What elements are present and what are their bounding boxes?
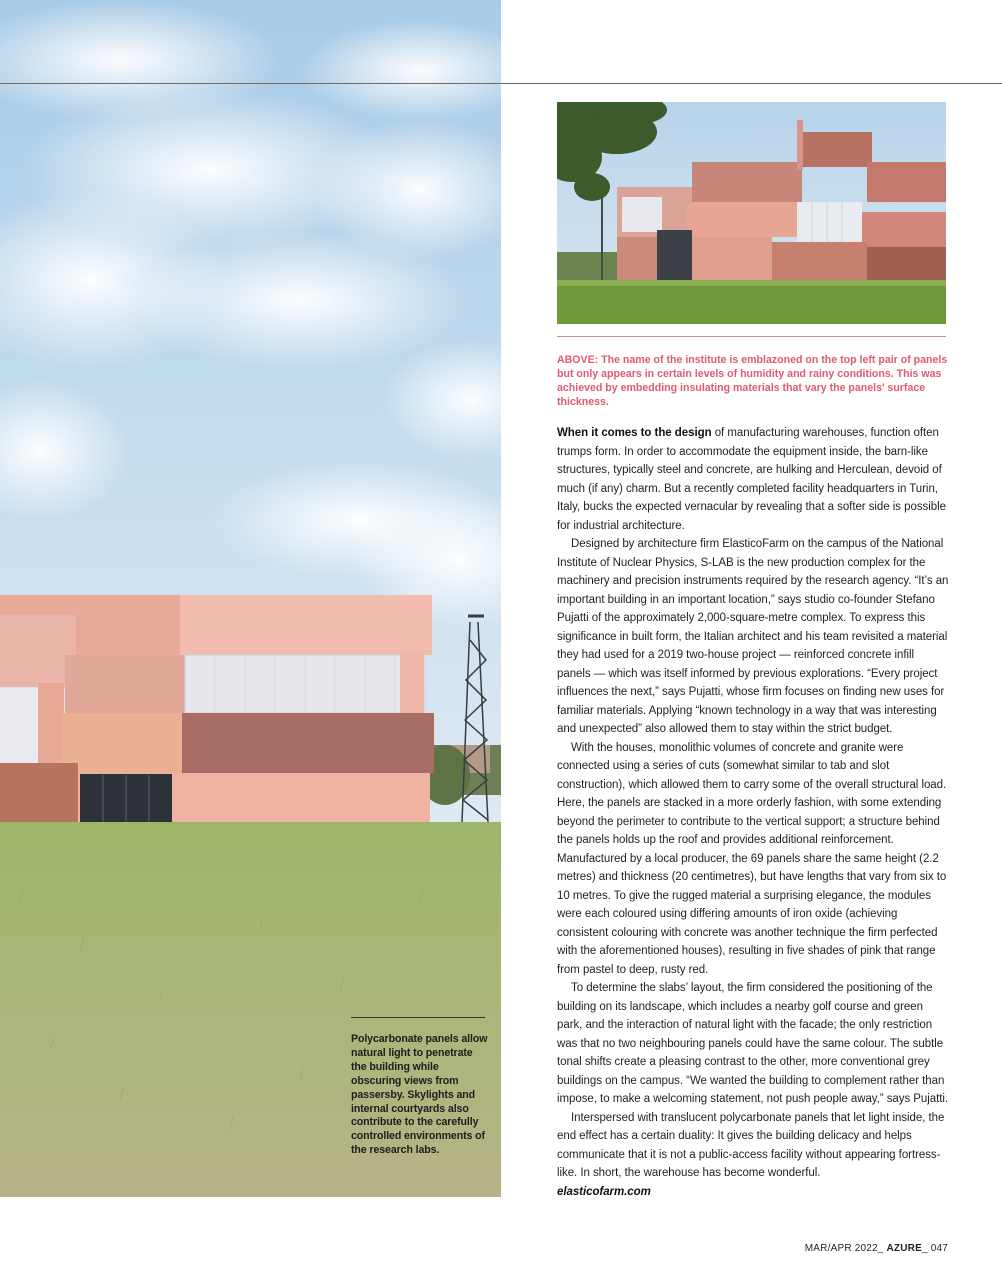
- article-body: [557, 424, 949, 1201]
- hero-photo-caption: Polycarbonate panels allow natural light to penetrate the building while obscuring views from passersby. Skylights and internal courtyards also contribute to the carefully controlled environments of the research labs.: [351, 1033, 488, 1157]
- article-paragraph-1-text: of manufacturing warehouses, function often trumps form. In order to accommodate the equipment inside, the barn-like structures, typically steel and concrete, are hulking and Herculean, devoid of much (if any) charm. But a recently completed facility headquarters in Turin, Italy, bucks the expected vernacular by revealing that a softer side is possible for industrial architecture.: [557, 427, 946, 532]
- small-photo: [557, 102, 946, 324]
- article-paragraph-5: Interspersed with translucent polycarbonate panels that let light inside, the end effect has a certain duality: It gives the building delicacy and helps communicate that it is not a public-access facility without appearing fortress-like. In short, the warehouse has become wonderful.: [557, 1111, 945, 1179]
- small-photo-illustration: [557, 102, 946, 324]
- article-paragraph-4: To determine the slabs’ layout, the firm considered the positioning of the building on its landscape, which includes a nearby golf course and green park, and the interaction of natural light with the facade; the only restriction was that no two neighbouring panels could have the same colour. The subtle tonal shifts create a pleasing contrast to the other, more conventional grey buildings on the campus. “We wanted the building to complement rather than impose, to make a welcoming statement, not push people away,” says Pujatti.: [557, 982, 949, 1105]
- top-rule: [0, 83, 1002, 84]
- page-folio: [780, 1243, 948, 1254]
- pink-building: [0, 595, 434, 848]
- article-paragraph-3: With the houses, monolithic volumes of concrete and granite were connected using a series of cuts (somewhat similar to tab and slot construction), which allowed them to carry some of the overall structural load. Here, the panels are stacked in a more orderly fashion, with some extending beyond the perimeter to contribute to the vertical support; a structure behind the panels holds up the roof and provides additional reinforcement. Manufactured by a local producer, the 69 panels share the same height (2.2 metres) and thickness (20 centimetres), but have lengths that vary from six to 10 metres. To give the rugged material a surprising elegance, the modules were each coloured using differing amounts of iron oxide (achieving consistent colouring with concrete was another technique the firm perfected with the aforementioned houses), resulting in five shades of pink that range from pastel to deep, rusty red.: [557, 741, 947, 976]
- small-photo-caption: ABOVE: The name of the institute is emblazoned on the top left pair of panels but only appears in certain levels of humidity and rainy conditions. This was achieved by embedding insulating materials that vary the panels' surface thickness.: [557, 354, 948, 408]
- website-link[interactable]: elasticofarm.com: [557, 1185, 651, 1198]
- page-number: _ 047: [921, 1243, 948, 1254]
- hero-caption-rule: [351, 1017, 485, 1018]
- article-paragraph-2: Designed by architecture firm ElasticoFarm on the campus of the National Institute of Nuclear Physics, S-LAB is the new production complex for the machinery and precision instruments required by the research agency. “It’s an important building in an important location,” says studio co-founder Stefano Pujatti of the approximately 2,000-square-metre complex. To express this significance in built form, the Italian architect and his team revisited a material they had used for a 2019 two-house project — reinforced concrete infill panels — which was itself informed by previous explorations. “Every project influences the next,” says Pujatti, whose firm focuses on finding new uses for familiar materials. Applying “known technology in a way that was interesting and unexpected” also allowed them to stay within the strict budget.: [557, 538, 949, 735]
- photo-caption-rule: [557, 336, 946, 337]
- article-lead-in: When it comes to the design: [557, 427, 712, 439]
- magazine-name: AZURE: [886, 1243, 922, 1254]
- article-paragraph-1: [557, 424, 949, 535]
- issue-date: MAR/APR 2022_: [804, 1243, 884, 1254]
